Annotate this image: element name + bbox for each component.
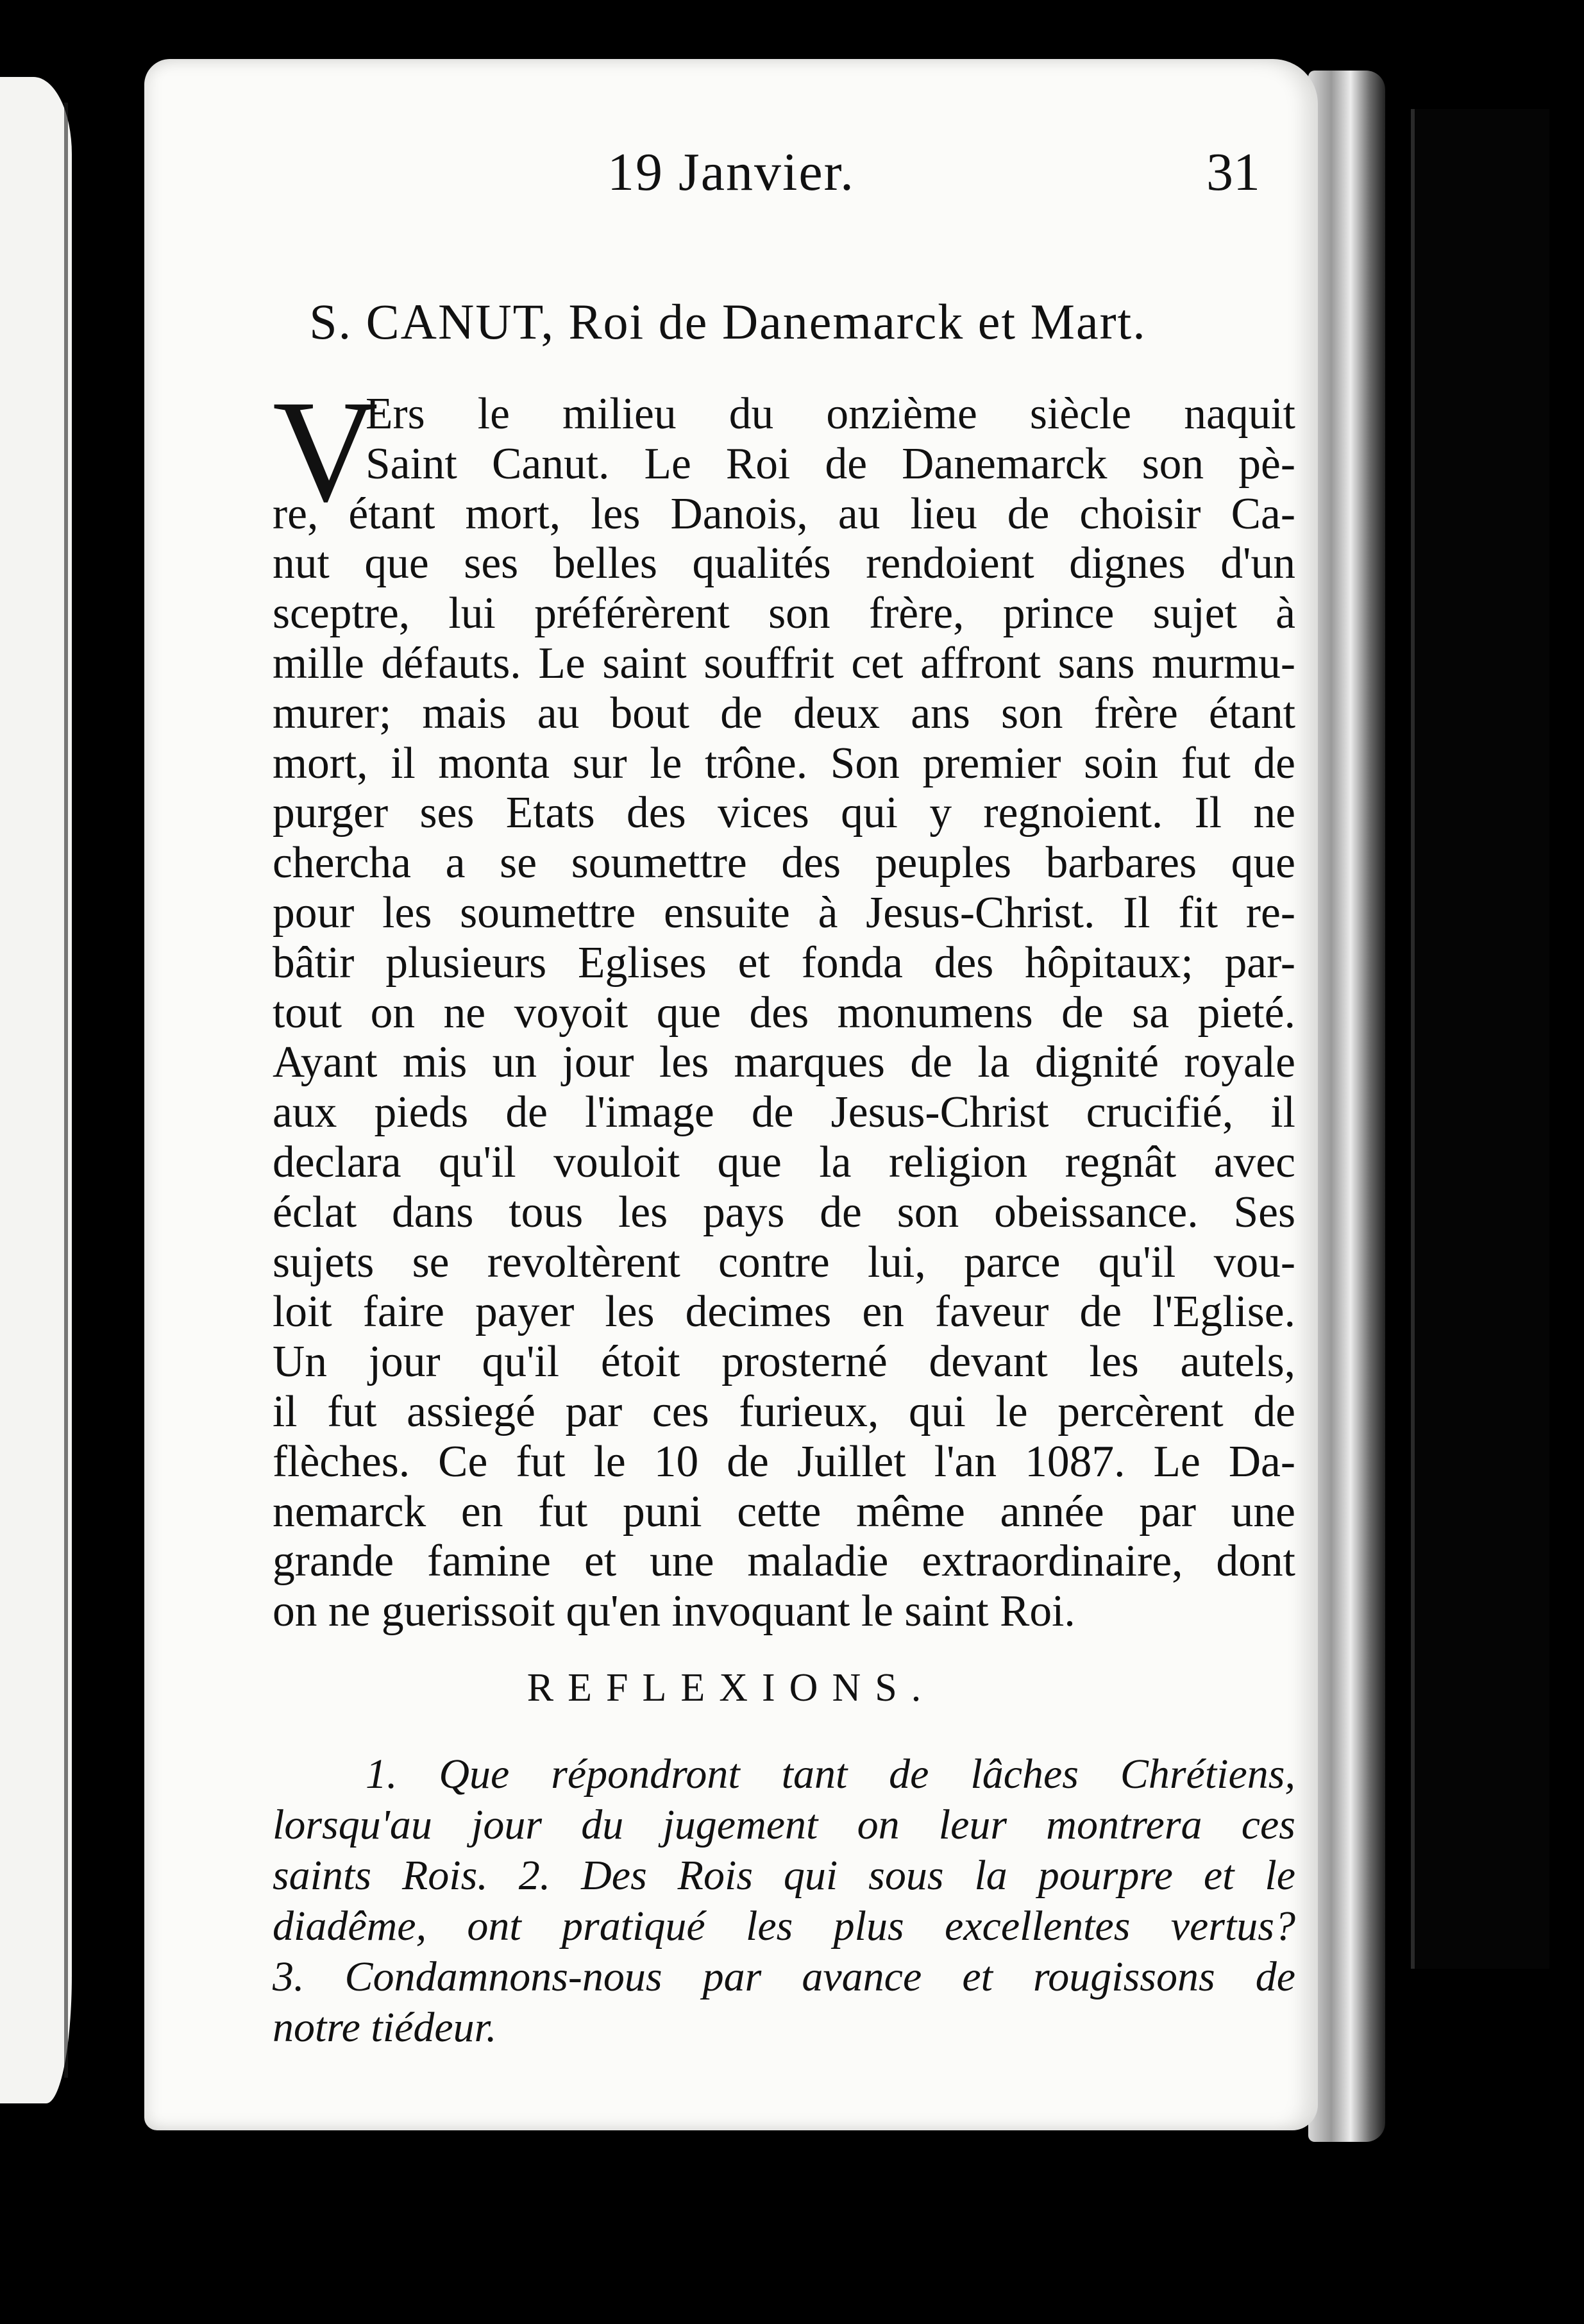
body-line: loit faire payer les decimes en faveur de l'Eglise. (273, 1287, 1295, 1337)
body-line: mille défauts. Le saint souffrit cet affront sans murmu- (273, 638, 1295, 688)
running-title: 19 Janvier. (607, 142, 855, 202)
reflexions-text (273, 1749, 1295, 2053)
body-line: Saint Canut. Le Roi de Danemarck son pè- (366, 439, 1295, 489)
body-line: sceptre, lui préférèrent son frère, prince sujet à (273, 589, 1295, 639)
book-page (144, 59, 1318, 2130)
body-line: flèches. Ce fut le 10 de Juillet l'an 1087. Le Da- (273, 1436, 1295, 1486)
body-line: bâtir plusieurs Eglises et fonda des hôpitaux; par- (273, 938, 1295, 988)
body-text (273, 371, 1295, 1637)
body-line: il fut assiegé par ces furieux, qui le percèrent de (273, 1386, 1295, 1436)
reflexion-line: notre tiédeur. (273, 2004, 497, 2051)
reflexions-heading: REFLEXIONS. (527, 1666, 936, 1710)
body-line: Un jour qu'il étoit prosterné devant les autels, (273, 1337, 1295, 1387)
body-line: sujets se revoltèrent contre lui, parce qu'il vou- (273, 1237, 1295, 1287)
page-number: 31 (1206, 142, 1260, 202)
body-line: Ers le milieu du onzième siècle naquit (366, 389, 1295, 439)
chapter-title: S. CANUT, Roi de Danemarck et Mart. (309, 294, 1147, 349)
body-line: aux pieds de l'image de Jesus-Christ crucifié, il (273, 1088, 1295, 1138)
body-line: Ayant mis un jour les marques de la dignité royale (273, 1038, 1295, 1088)
reflexion-line: 1. Que répondront tant de lâches Chrétiens, (366, 1751, 1295, 1798)
running-head (144, 141, 1318, 212)
reflexion-line: lorsqu'au jour du jugement on leur montrera ces (273, 1801, 1295, 1848)
body-line: grande famine et une maladie extraordinaire, dont (273, 1537, 1295, 1587)
body-line: murer; mais au bout de deux ans son frère étant (273, 688, 1295, 738)
body-line: nemarck en fut puni cette même année par une (273, 1486, 1295, 1537)
reflexion-line: diadême, ont pratiqué les plus excellentes vertus? (273, 1903, 1295, 1949)
adjacent-page-edge (0, 77, 72, 2103)
reflexion-line: 3. Condamnons-nous par avance et rougissons de (273, 1953, 1295, 2000)
body-line: on ne guerissoit qu'en invoquant le saint Roi. (273, 1587, 1075, 1637)
body-line: tout on ne voyoit que des monumens de sa pieté. (273, 988, 1295, 1038)
page-stack-edge (1308, 71, 1385, 2142)
body-line: nut que ses belles qualités rendoient dignes d'un (273, 539, 1295, 589)
body-line: chercha a se soumettre des peuples barbares que (273, 838, 1295, 888)
body-line: éclat dans tous les pays de son obeissance. Ses (273, 1187, 1295, 1237)
body-line: declara qu'il vouloit que la religion regnât avec (273, 1137, 1295, 1187)
body-line: mort, il monta sur le trône. Son premier soin fut de (273, 738, 1295, 788)
drop-cap: V (273, 371, 378, 532)
body-line: pour les soumettre ensuite à Jesus-Christ. Il fit re- (273, 888, 1295, 938)
body-line: purger ses Etats des vices qui y regnoient. Il ne (273, 788, 1295, 838)
book-spine (1411, 109, 1549, 1969)
body-line: re, étant mort, les Danois, au lieu de choisir Ca- (273, 489, 1295, 539)
reflexion-line: saints Rois. 2. Des Rois qui sous la pourpre et le (273, 1852, 1295, 1899)
